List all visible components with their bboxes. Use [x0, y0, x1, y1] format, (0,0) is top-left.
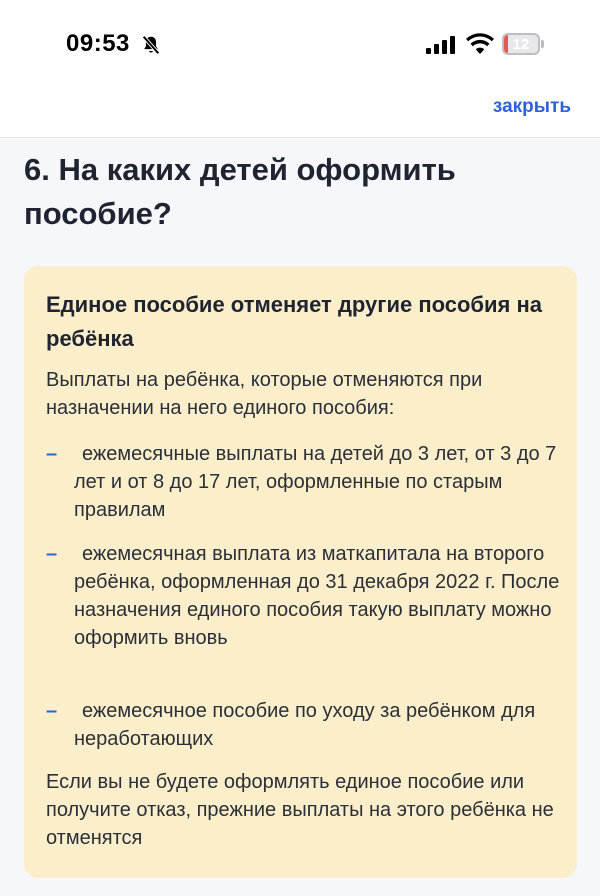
battery-icon: [502, 33, 540, 55]
bullet-dash-icon: –: [46, 543, 58, 565]
list-item-text: ежемесячные выплаты на детей до 3 лет, от 3 до 7 лет и от 8 до 17 лет, оформленные по старым правилам: [74, 443, 557, 521]
card-outro-text: Если вы не будете оформлять единое пособие или получите отказ, прежние выплаты на этого ребёнка не отменятся: [46, 771, 554, 849]
status-bar: [0, 0, 600, 88]
card-intro-text: Выплаты на ребёнка, которые отменяются при назначении на него единого пособия:: [46, 369, 483, 419]
bullet-dash-icon: –: [46, 443, 58, 465]
card-title: Единое пособие отменяет другие пособия на ребёнка: [46, 292, 543, 351]
top-navigation-bar: [0, 88, 600, 138]
info-card: [24, 266, 577, 878]
cellular-signal-icon: [426, 36, 456, 54]
list-item-text: ежемесячное пособие по уходу за ребёнком для неработающих: [74, 700, 536, 750]
bell-off-icon: [140, 34, 162, 56]
main-content: [0, 138, 600, 896]
bullet-dash-icon: –: [46, 700, 58, 722]
page-title: 6. На каких детей оформить пособие?: [24, 152, 456, 231]
close-button[interactable]: закрыть: [492, 96, 571, 117]
wifi-icon: [466, 33, 494, 55]
battery-cap: [541, 40, 544, 48]
list-item-text: ежемесячная выплата из маткапитала на второго ребёнка, оформленная до 31 декабря 2022 г. После назначения единого пособия такую выплату можно оформить вновь: [74, 543, 560, 649]
battery-percent: 12: [512, 35, 530, 53]
status-time: 09:53: [66, 30, 130, 57]
